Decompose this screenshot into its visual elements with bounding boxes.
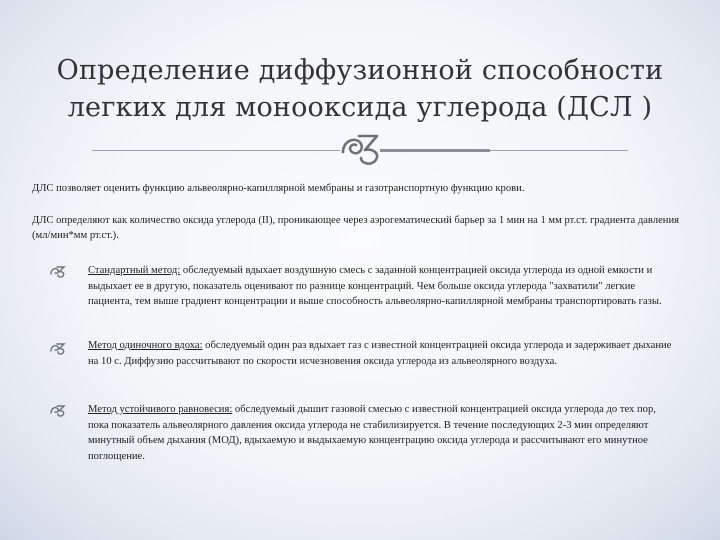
- bullet-term: Стандартный метод:: [88, 265, 181, 276]
- title-divider-accent: [380, 149, 490, 152]
- bullet-single-breath-method: [88, 338, 673, 369]
- bullet-ornament-icon: [50, 266, 66, 278]
- slide-title: [40, 52, 680, 126]
- ornament-icon: [337, 130, 385, 166]
- bullet-ornament-icon: [50, 343, 66, 355]
- bullet-ornament-icon: [50, 405, 66, 417]
- bullet-steady-state-method: [88, 402, 673, 464]
- bullet-standard-method: [88, 263, 673, 310]
- paragraph-intro: ДЛС позволяет оценить функцию альвеолярно-капиллярной мембраны и газотранспортную функцию крови.: [32, 183, 525, 194]
- paragraph-definition: ДЛС определяют как количество оксида углерода (II), проникающее через аэрогематический барьер за 1 мин на 1 мм рт.ст. градиента давления (мл/мин*мм рт.ст.).: [32, 215, 679, 241]
- title-line-2: легких для монооксида углерода (ДСЛ ): [67, 92, 653, 123]
- title-line-1: Определение диффузионной способности: [56, 55, 664, 86]
- bullet-text: обследуемый дышит газовой смесью с известной концентрацией оксида углерода до тех пор, пока показатель альвеолярного давления оксида углерода не стабилизируется. В течение последующих 2-3 мин определяют минутный объем дыхания (МОД), вдыхаемую и выдыхаемую концентрацию оксида углерода и рассчитывают его минутное поглощение.: [88, 404, 656, 462]
- bullet-term: Метод одиночного вдоха:: [88, 340, 203, 351]
- bullet-text: обследуемый вдыхает воздушную смесь с заданной концентрацией оксида углерода из одной емкости и выдыхает ее в другую, показатель оценивают по разнице концентраций. Чем больше оксида углерода "захватили" легкие пациента, тем выше градиент концентрации и выше способность альвеолярно-капиллярной мембраны транспортировать газы.: [88, 265, 662, 307]
- bullet-text: обследуемый один раз вдыхает газ с известной концентрацией оксида углерода и задерживает дыхание на 10 с. Диффузию рассчитывают по скорости исчезновения оксида углерода из альвеолярного воздуха.: [88, 340, 672, 367]
- bullet-term: Метод устойчивого равновесия:: [88, 404, 233, 415]
- title-divider-left: [92, 150, 340, 151]
